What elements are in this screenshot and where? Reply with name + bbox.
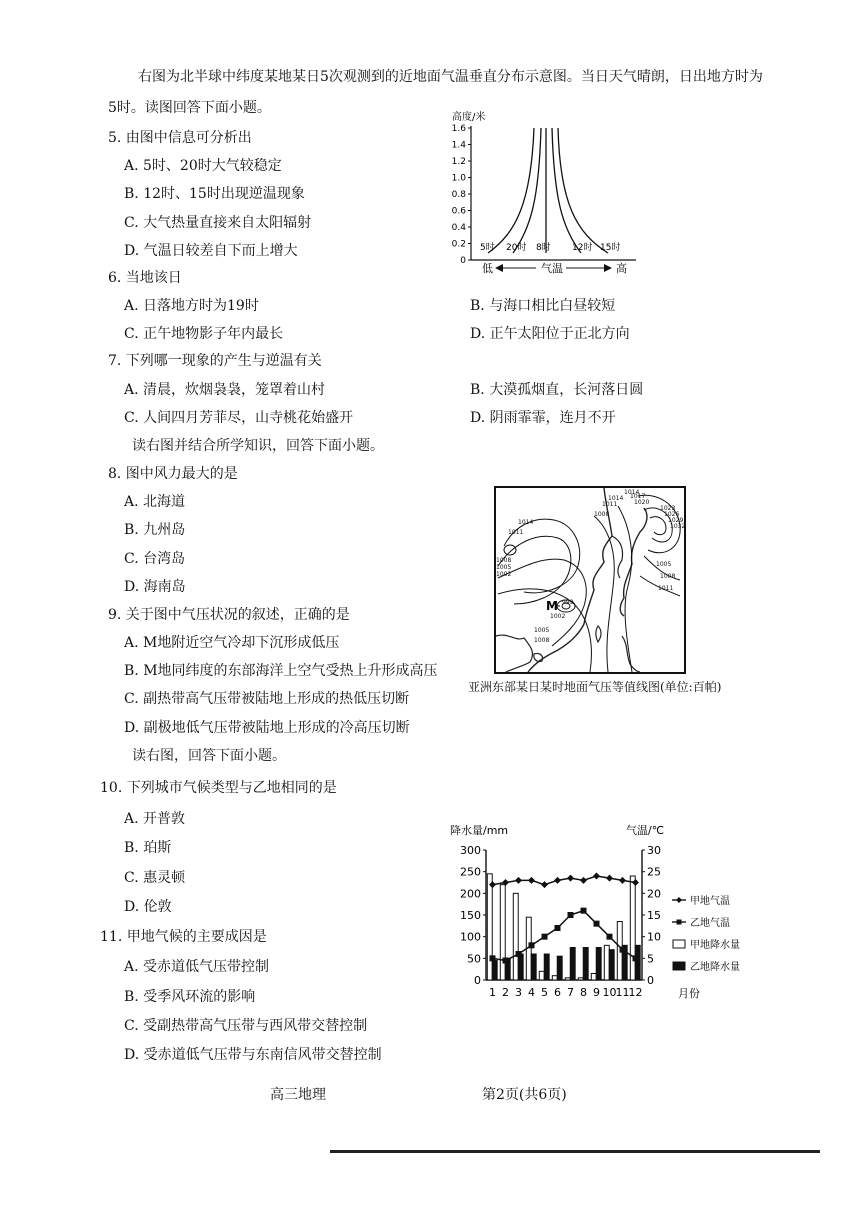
curve-15h — [558, 128, 608, 253]
isobar-label: 1014 — [518, 519, 534, 526]
chart-xtick-label: 10 — [602, 986, 617, 999]
chart-xtick-label: 4 — [528, 986, 535, 999]
bar-yi-precip-9 — [596, 948, 601, 981]
climate-chart — [446, 820, 770, 1010]
bar-yi-precip-7 — [570, 948, 575, 981]
fig2-m-label: M — [546, 599, 558, 613]
curve-label-5h: 5时 — [480, 243, 495, 253]
q6-option-a: A. 日落地方时为19时 — [124, 298, 259, 314]
isobar-label: 1011 — [508, 529, 524, 536]
chart-xtick-label: 7 — [567, 986, 574, 999]
chart-ytick-right-label: 15 — [647, 909, 661, 922]
chart-ylabel-left: 降水量/mm — [450, 824, 509, 837]
isobar-label: 1002 — [496, 571, 512, 578]
legend-marker — [676, 897, 682, 903]
q9-option-a: A. M地附近空气冷却下沉形成低压 — [124, 635, 340, 651]
isobar-label: 1005 — [656, 561, 672, 568]
point-yi-temp-7 — [568, 912, 574, 918]
fig1-ytick-label: 1.0 — [451, 173, 466, 184]
isobar-label: 1026 — [664, 511, 680, 518]
point-yi-temp-5 — [542, 934, 548, 940]
legend-label: 甲地气温 — [690, 896, 730, 907]
q6-option-d: D. 正午太阳位于正北方向 — [470, 326, 630, 342]
chart-ytick-right-label: 0 — [647, 974, 654, 987]
point-yi-temp-1 — [490, 955, 496, 961]
q10-stem: 10. 下列城市气候类型与乙地相同的是 — [100, 780, 337, 796]
fig1-ytick-label: 0.4 — [451, 223, 466, 233]
chart-xtick-label: 12 — [628, 986, 643, 999]
temperature-profile-figure — [436, 108, 646, 278]
bar-yi-precip-8 — [583, 948, 588, 981]
point-yi-temp-4 — [529, 942, 535, 948]
fig1-ytick-label: 1.4 — [451, 140, 466, 151]
chart-ytick-left-label: 100 — [460, 930, 481, 944]
bar-jia-precip-1 — [487, 874, 492, 980]
fig2-caption: 亚洲东部某日某时地面气压等值线图(单位:百帕) — [468, 680, 722, 694]
isobar-label: 1014 — [624, 489, 640, 496]
point-yi-temp-2 — [503, 958, 509, 964]
bar-yi-precip-12 — [635, 945, 640, 980]
q9-stem: 9. 关于图中气压状况的叙述，正确的是 — [108, 607, 350, 623]
curve-label-15h: 15时 — [600, 243, 621, 253]
isobar-map-figure — [494, 486, 686, 674]
chart-xtick-label: 1 — [489, 986, 496, 999]
point-yi-temp-9 — [594, 921, 600, 927]
q7-option-a: A. 清晨，炊烟袅袅，笼罩着山村 — [124, 382, 326, 398]
point-jia-temp-8 — [580, 877, 587, 884]
chart-ytick-right-label: 30 — [647, 844, 661, 857]
bar-jia-precip-2 — [500, 885, 505, 980]
q5-stem: 5. 由图中信息可分析出 — [108, 130, 252, 146]
q7-option-b: B. 大漠孤烟直，长河落日圆 — [470, 382, 644, 398]
bar-yi-precip-10 — [609, 950, 614, 980]
bar-yi-precip-3 — [518, 954, 523, 980]
q11-option-b: B. 受季风环流的影响 — [124, 989, 256, 1005]
chart-ytick-right-label: 5 — [647, 952, 654, 966]
point-yi-temp-11 — [620, 947, 626, 953]
q10-option-c: C. 惠灵顿 — [124, 870, 186, 886]
legend-swatch — [673, 962, 685, 970]
chart-ylabel-right: 气温/℃ — [626, 824, 665, 837]
chart-xtick-label: 2 — [502, 986, 509, 999]
isobar-label: 999 — [562, 599, 574, 606]
point-yi-temp-10 — [607, 934, 613, 940]
bar-jia-precip-9 — [591, 974, 596, 981]
fig1-ylabel: 高度/米 — [452, 112, 486, 123]
point-yi-temp-3 — [516, 951, 522, 957]
point-jia-temp-5 — [541, 881, 548, 888]
bar-yi-precip-6 — [557, 956, 562, 980]
bar-jia-precip-5 — [539, 971, 544, 980]
q10-option-b: B. 珀斯 — [124, 840, 172, 856]
chart-xtick-label: 9 — [593, 986, 600, 999]
point-jia-temp-10 — [606, 875, 613, 882]
bar-jia-precip-7 — [565, 978, 570, 980]
isobar-label: 1002 — [550, 613, 566, 620]
isobar-label: 1032 — [670, 523, 686, 530]
curve-12h — [552, 128, 581, 253]
chart-xtick-label: 6 — [554, 986, 561, 999]
q11-option-a: A. 受赤道低气压带控制 — [124, 959, 270, 975]
q5-option-d: D. 气温日较差自下而上增大 — [124, 243, 298, 259]
isobar-label: 1008 — [660, 573, 676, 580]
chart-xtick-label: 8 — [580, 986, 587, 999]
bar-yi-precip-1 — [492, 961, 497, 981]
footer-subject: 高三地理 — [270, 1087, 326, 1103]
chart-xtick-label: 3 — [515, 986, 522, 999]
isobar-label: 1011 — [658, 585, 674, 592]
curve-label-8h: 8时 — [536, 243, 551, 253]
isobar-label: 1017 — [630, 493, 646, 500]
fig1-ytick-label: 1.2 — [451, 157, 466, 167]
chart-xtick-label: 5 — [541, 986, 548, 999]
q7-option-d: D. 阴雨霏霏，连月不开 — [470, 410, 616, 426]
bar-jia-precip-8 — [578, 978, 583, 980]
legend-label: 甲地降水量 — [690, 940, 740, 951]
legend-marker — [677, 920, 682, 925]
curve-label-12h: 12时 — [572, 243, 593, 253]
bar-jia-precip-6 — [552, 976, 557, 980]
isobar-label: 1014 — [608, 495, 624, 502]
bar-jia-precip-3 — [513, 893, 518, 980]
chart-ytick-left-label: 300 — [460, 844, 481, 857]
legend-label: 乙地降水量 — [690, 962, 740, 973]
bar-jia-precip-12 — [630, 876, 635, 980]
legend-label: 乙地气温 — [690, 918, 730, 929]
bar-jia-precip-10 — [604, 945, 609, 980]
isobar-label: 1008 — [496, 557, 512, 564]
fig1-x-high: 高 — [616, 262, 627, 275]
q7-option-c: C. 人间四月芳菲尽，山寺桃花始盛开 — [124, 410, 354, 426]
isobar-label: 1011 — [602, 501, 618, 508]
q7-stem: 7. 下列哪一现象的产生与逆温有关 — [108, 353, 322, 369]
q9-option-c: C. 副热带高气压带被陆地上形成的热低压切断 — [124, 691, 410, 707]
point-jia-temp-7 — [567, 875, 574, 882]
fig1-x-mid: 气温 — [541, 262, 563, 275]
chart-ytick-right-label: 25 — [647, 865, 661, 879]
chart-ytick-left-label: 50 — [467, 952, 481, 966]
point-jia-temp-9 — [593, 873, 600, 880]
q9-option-d: D. 副极地低气压带被陆地上形成的冷高压切断 — [124, 720, 410, 736]
q8-option-a: A. 北海道 — [124, 494, 186, 510]
point-jia-temp-6 — [554, 877, 561, 884]
intro-2: 读右图并结合所学知识，回答下面小题。 — [132, 438, 384, 454]
line-jia-temp — [493, 876, 636, 885]
intro-line-1: 右图为北半球中纬度某地某日5次观测到的近地面气温垂直分布示意图。当日天气晴朗，日出地方时为 — [138, 69, 763, 85]
isobar-label: 1023 — [660, 505, 676, 512]
chart-ytick-right-label: 10 — [647, 930, 661, 944]
footer-page: 第2页(共6页) — [482, 1087, 567, 1103]
curve-5h — [488, 128, 534, 253]
fig1-ytick-label: 0.6 — [451, 206, 466, 217]
q6-option-c: C. 正午地物影子年内最长 — [124, 326, 284, 342]
chart-ytick-right-label: 20 — [647, 887, 661, 901]
chart-ytick-left-label: 150 — [460, 909, 481, 922]
q11-option-d: D. 受赤道低气压带与东南信风带交替控制 — [124, 1047, 382, 1063]
q5-option-a: A. 5时、20时大气较稳定 — [124, 158, 282, 174]
point-yi-temp-12 — [633, 955, 639, 961]
isobar-label: 1008 — [534, 637, 550, 644]
intro-line-2: 5时。读图回答下面小题。 — [108, 100, 271, 116]
legend-swatch — [673, 940, 685, 948]
chart-ytick-left-label: 0 — [474, 974, 481, 987]
bar-yi-precip-5 — [544, 954, 549, 980]
bottom-rule — [330, 1150, 820, 1153]
chart-ytick-left-label: 250 — [460, 865, 481, 879]
isobar-label: 1020 — [634, 499, 650, 506]
q10-option-a: A. 开普敦 — [124, 811, 186, 827]
point-jia-temp-11 — [619, 877, 626, 884]
point-jia-temp-3 — [515, 877, 522, 884]
chart-x-unit: 月份 — [678, 987, 700, 1000]
point-yi-temp-6 — [555, 925, 561, 931]
q10-option-d: D. 伦敦 — [124, 899, 172, 915]
bar-yi-precip-4 — [531, 954, 536, 980]
chart-ytick-left-label: 200 — [460, 887, 481, 901]
fig1-ytick-label: 0 — [460, 256, 466, 266]
q8-option-b: B. 九州岛 — [124, 522, 186, 538]
q6-stem: 6. 当地该日 — [108, 270, 182, 286]
point-yi-temp-8 — [581, 908, 587, 914]
chart-xtick-label: 11 — [615, 986, 630, 999]
point-jia-temp-4 — [528, 877, 535, 884]
q8-option-d: D. 海南岛 — [124, 579, 186, 595]
isobar-label: 1005 — [496, 564, 512, 571]
fig1-x-low: 低 — [482, 262, 493, 275]
q5-option-c: C. 大气热量直接来自太阳辐射 — [124, 215, 312, 231]
q8-stem: 8. 图中风力最大的是 — [108, 466, 238, 482]
q11-option-c: C. 受副热带高气压带与西风带交替控制 — [124, 1018, 368, 1034]
isobar-label: 1029 — [668, 517, 684, 524]
q6-option-b: B. 与海口相比白昼较短 — [470, 298, 616, 314]
intro-3: 读右图，回答下面小题。 — [132, 748, 286, 764]
q11-stem: 11. 甲地气候的主要成因是 — [100, 929, 267, 945]
q8-option-c: C. 台湾岛 — [124, 551, 186, 567]
q9-option-b: B. M地同纬度的东部海洋上空气受热上升形成高压 — [124, 663, 438, 679]
fig1-ytick-label: 0.8 — [451, 190, 466, 200]
fig1-ytick-label: 0.2 — [451, 239, 466, 250]
curve-label-20h: 20时 — [506, 243, 527, 253]
q5-option-b: B. 12时、15时出现逆温现象 — [124, 186, 305, 202]
isobar-label: 1005 — [534, 627, 550, 634]
isobar-label: 1008 — [594, 511, 610, 518]
fig1-ytick-label: 1.6 — [451, 124, 466, 134]
